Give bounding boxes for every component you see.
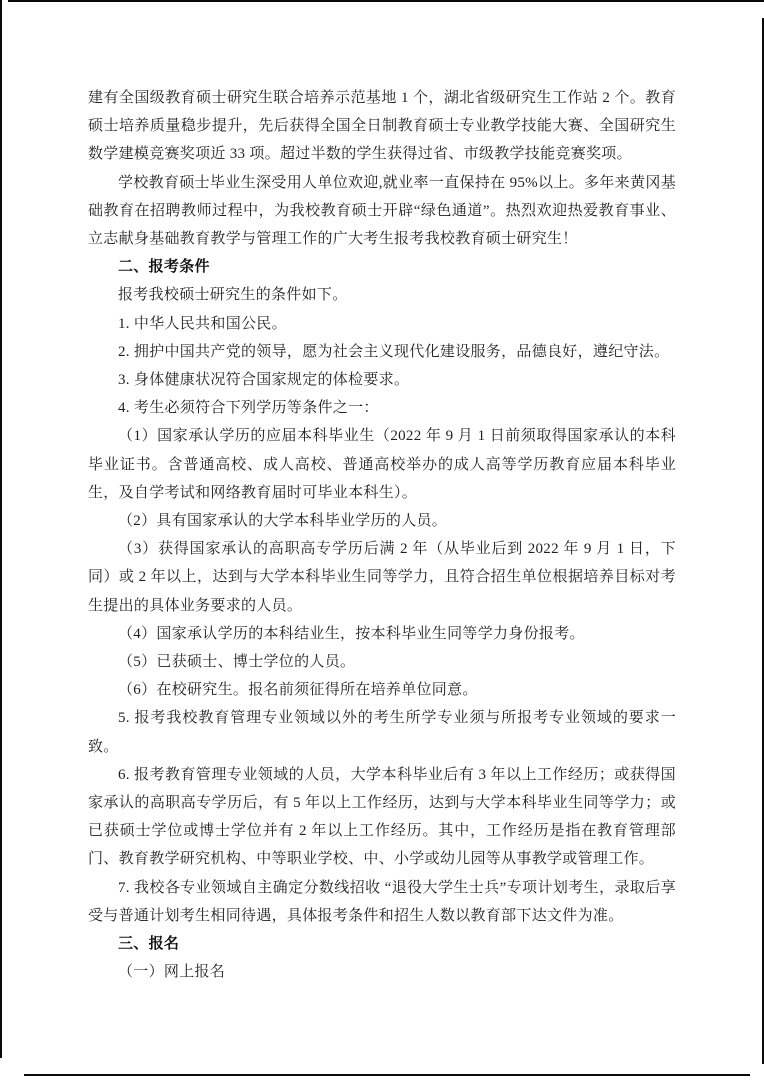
paragraph: （5）已获硕士、博士学位的人员。	[118, 654, 356, 671]
paragraph: 建有全国级教育硕士研究生联合培养示范基地 1 个，湖北省级研究生工作站 2 个。教育硕士培养质量稳步提升，先后获得全国全日制教育硕士专业教学技能大赛、全国研究生数学建模竞赛奖项近 33 项。超过半数的学生获得过省、市级教学技能竞赛奖项。	[88, 90, 676, 163]
page-border-bottom	[24, 1074, 750, 1076]
page-border-left	[0, 0, 2, 1058]
document-content	[88, 84, 676, 987]
paragraph: 报考我校硕士研究生的条件如下。	[118, 287, 348, 304]
paragraph: 5. 报考我校教育管理专业领域以外的考生所学专业须与所报考专业领域的要求一致。	[88, 710, 676, 755]
paragraph: （一）网上报名	[118, 964, 226, 981]
paragraph: 2. 拥护中国共产党的领导，愿为社会主义现代化建设服务，品德良好，遵纪守法。	[118, 343, 670, 360]
paragraph: （2）具有国家承认的大学本科毕业学历的人员。	[118, 513, 448, 530]
section-heading: 三、报名	[118, 936, 180, 953]
paragraph: （1）国家承认学历的应届本科毕业生（2022 年 9 月 1 日前须取得国家承认的本科毕业证书。含普通高校、成人高校、普通高校举办的成人高等学历教育应届本科毕业生，及自学考试和网络教育届时可毕业本科生）。	[88, 428, 676, 501]
paragraph: 学校教育硕士毕业生深受用人单位欢迎,就业率一直保持在 95%以上。多年来黄冈基础教育在招聘教师过程中，为我校教育硕士开辟“绿色通道”。热烈欢迎热爱教育事业、立志献身基础教育教学与管理工作的广大考生报考我校教育硕士研究生！	[88, 174, 676, 248]
paragraph: 3. 身体健康状况符合国家规定的体检要求。	[118, 372, 410, 389]
paragraph: 1. 中华人民共和国公民。	[118, 315, 287, 332]
paragraph: （6）在校研究生。报名前须征得所在培养单位同意。	[118, 682, 478, 699]
paragraph: 4. 考生必须符合下列学历等条件之一：	[118, 400, 379, 417]
paragraph: 7. 我校各专业领域自主确定分数线招收 “退役大学生士兵”专项计划考生，录取后享受与普通计划考生相同待遇，具体报考条件和招生人数以教育部下达文件为准。	[88, 879, 676, 924]
paragraph: （4）国家承认学历的本科结业生，按本科毕业生同等学力身份报考。	[118, 625, 585, 642]
section-heading: 二、报考条件	[118, 259, 210, 276]
paragraph: （3）获得国家承认的高职高专学历后满 2 年（从毕业后到 2022 年 9 月 1 日，下同）或 2 年以上，达到与大学本科毕业生同等学力，且符合招生单位根据培养目标对考生提出的具体业务要求的人员。	[88, 541, 676, 614]
page-border-top	[8, 0, 764, 2]
paragraph: 6. 报考教育管理专业领域的人员，大学本科毕业后有 3 年以上工作经历；或获得国家承认的高职高专学历后，有 5 年以上工作经历，达到与大学本科毕业生同等学力；或已获硕士学位或博士学位并有 2 年以上工作经历。其中，工作经历是指在教育管理部门、教育教学研究机构、中等职业学校、中、小学或幼儿园等从事教学或管理工作。	[88, 766, 676, 868]
